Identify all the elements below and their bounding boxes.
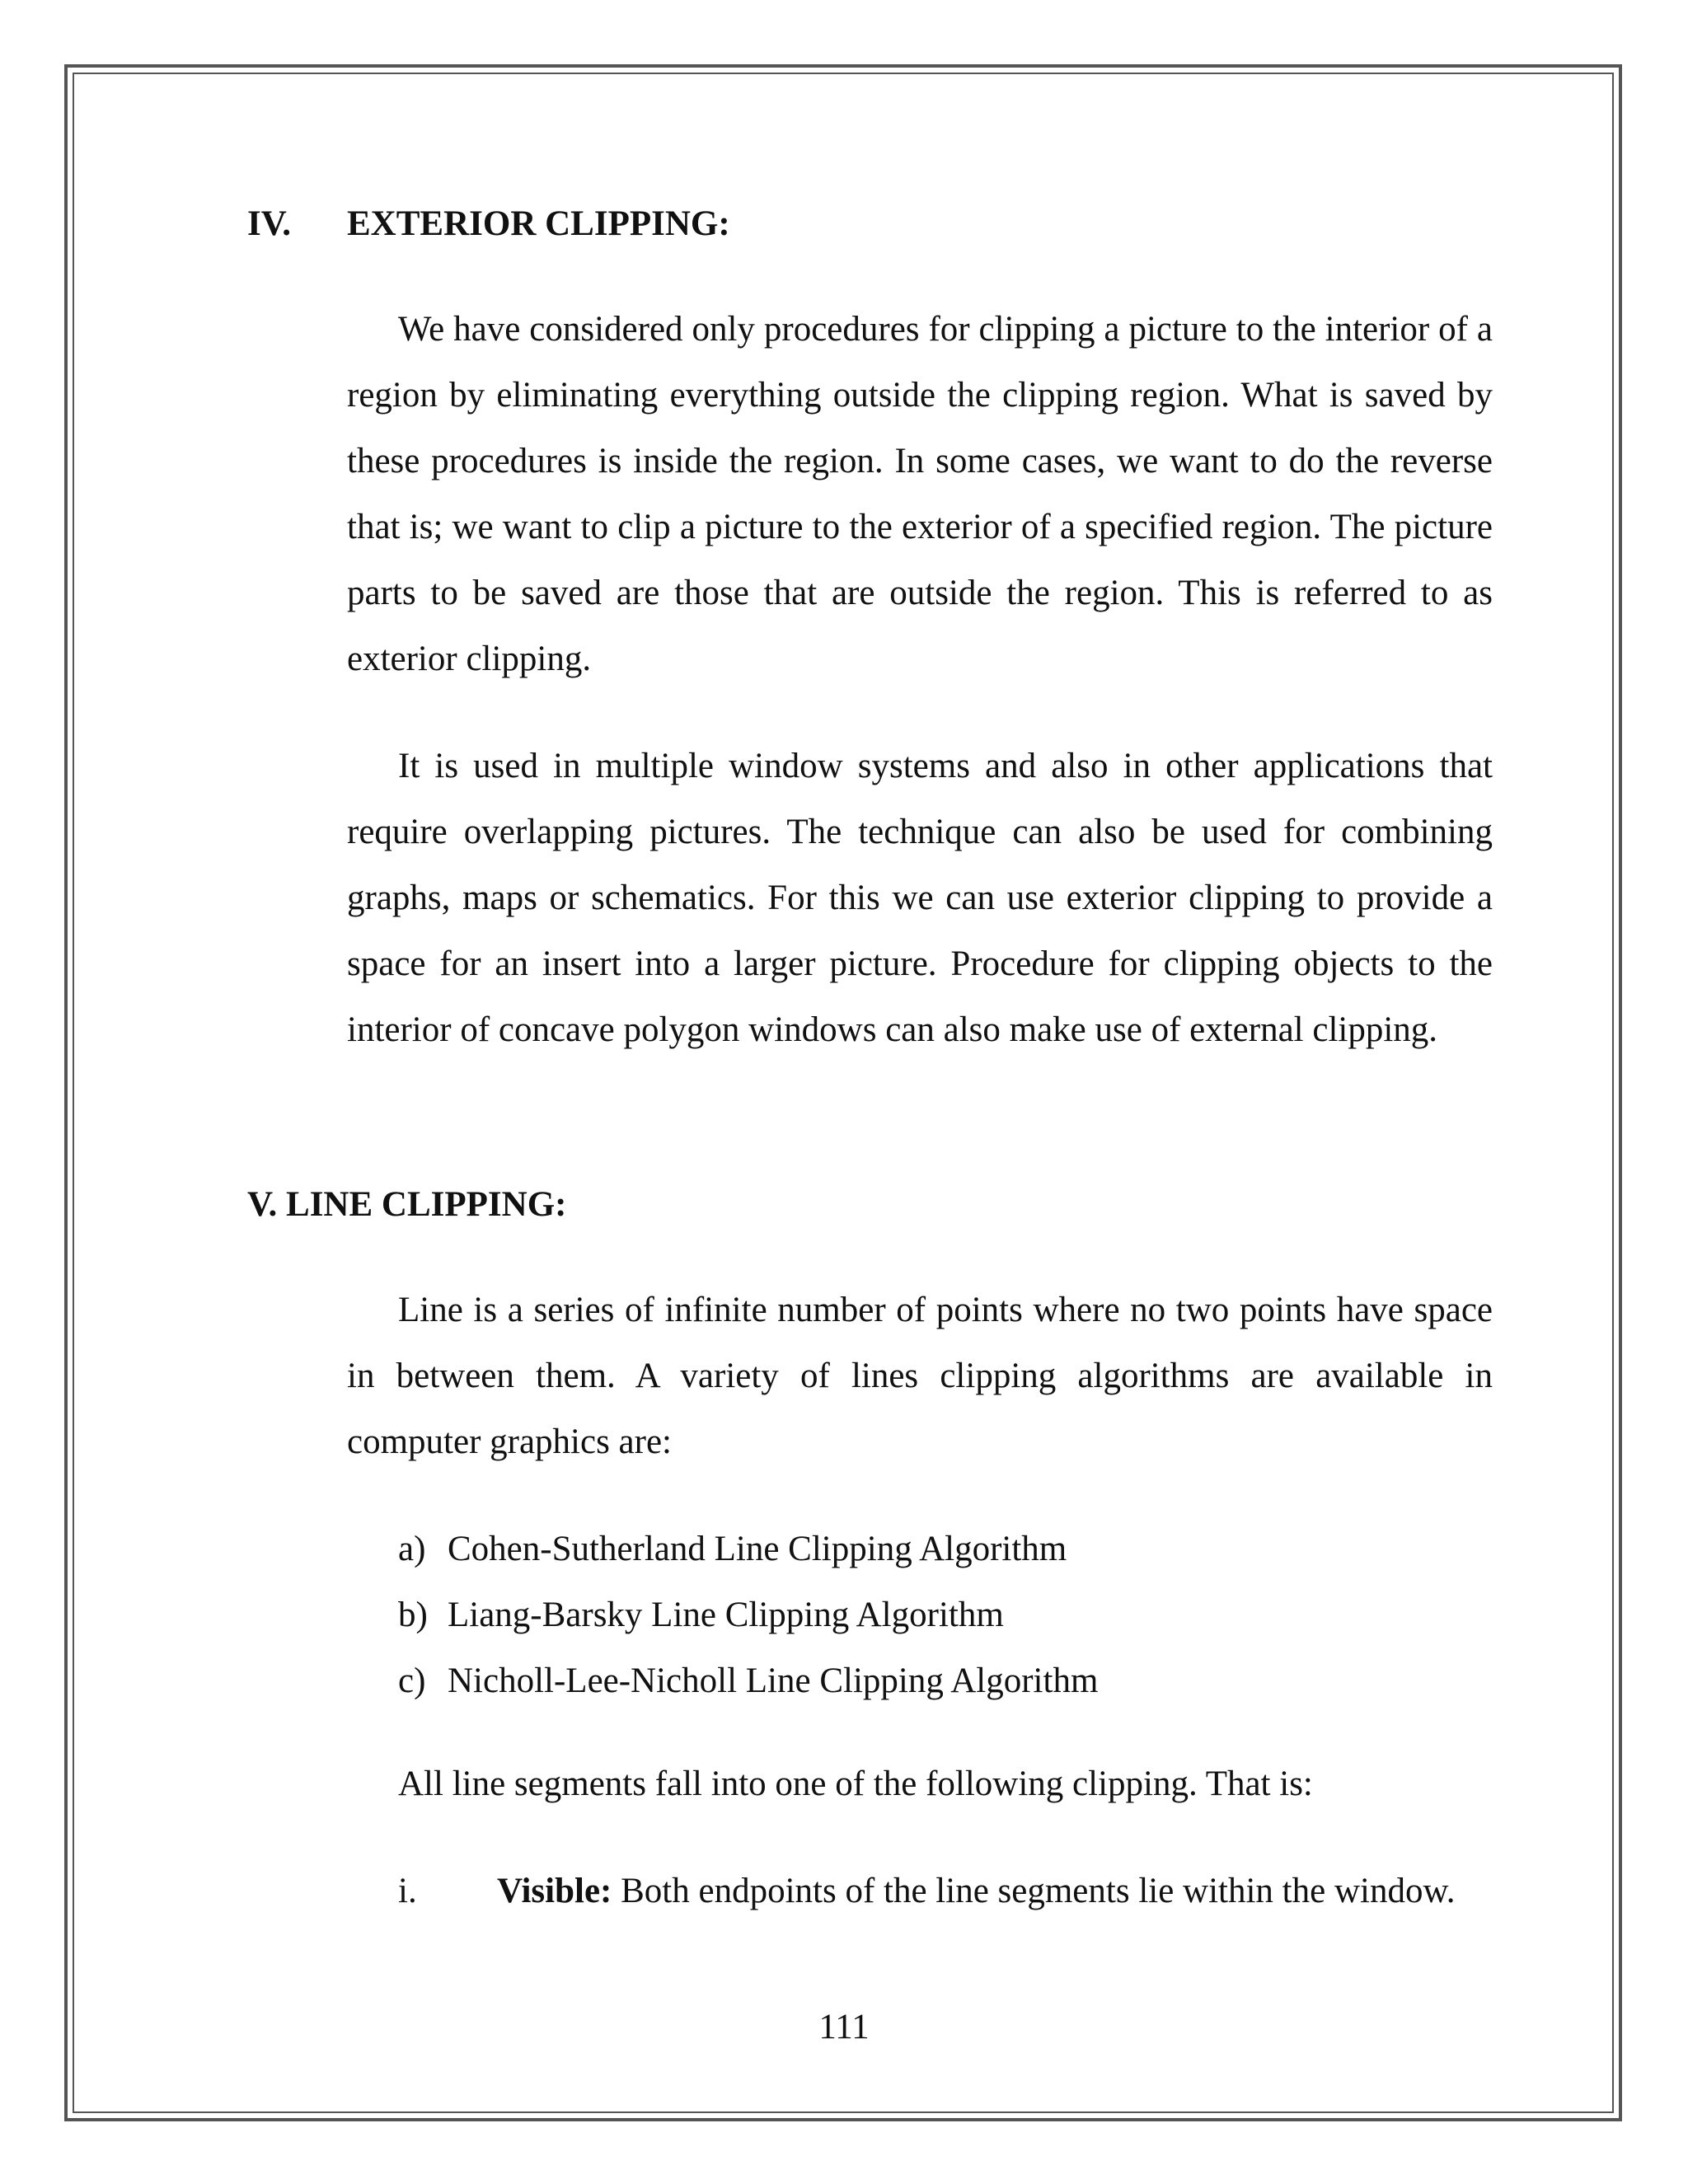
list-item-text: Liang-Barsky Line Clipping Algorithm: [448, 1596, 1004, 1634]
definition: Both endpoints of the line segments lie within the window.: [612, 1872, 1456, 1910]
list-marker: c): [398, 1661, 426, 1700]
paragraph: It is used in multiple window systems and also in other applications that require overlapping pictures. The technique can also be used for combining graphs, maps or schematics. For this we can use exterior clipping to provide a space for an insert into a larger picture. Procedure for clipping objects to the interior of concave polygon windows can also make use of external clipping.: [347, 747, 1493, 1049]
list-item-text: [497, 1858, 1493, 1924]
page-number: 111: [818, 2008, 870, 2046]
list-marker: a): [398, 1530, 426, 1568]
list-item: [398, 1858, 1493, 1924]
list-item-text: Nicholl-Lee-Nicholl Line Clipping Algorithm: [448, 1661, 1099, 1700]
paragraph: We have considered only procedures for clipping a picture to the interior of a region by eliminating everything outside the clipping region. What is saved by these procedures is inside the region. In some cases, we want to do the reverse that is; we want to clip a picture to the exterior of a specified region. The picture parts to be saved are those that are outside the region. This is referred to as exterior clipping.: [347, 310, 1493, 678]
list-marker: i.: [398, 1872, 417, 1910]
list-item: [398, 1648, 1098, 1714]
paragraph: Line is a series of infinite number of points where no two points have space in between them. A variety of lines clipping algorithms are available in computer graphics are:: [347, 1291, 1493, 1461]
list-item: [398, 1516, 1098, 1582]
list-marker: b): [398, 1596, 428, 1634]
section-number: IV.: [247, 204, 291, 243]
list-item-text: Cohen-Sutherland Line Clipping Algorithm: [448, 1530, 1067, 1568]
algorithm-list: [398, 1516, 1098, 1714]
section-heading: V. LINE CLIPPING:: [247, 1185, 567, 1224]
term: Visible:: [497, 1872, 612, 1910]
section-heading: EXTERIOR CLIPPING:: [347, 204, 730, 243]
list-item: [398, 1582, 1098, 1648]
paragraph: All line segments fall into one of the following clipping. That is:: [398, 1765, 1313, 1803]
